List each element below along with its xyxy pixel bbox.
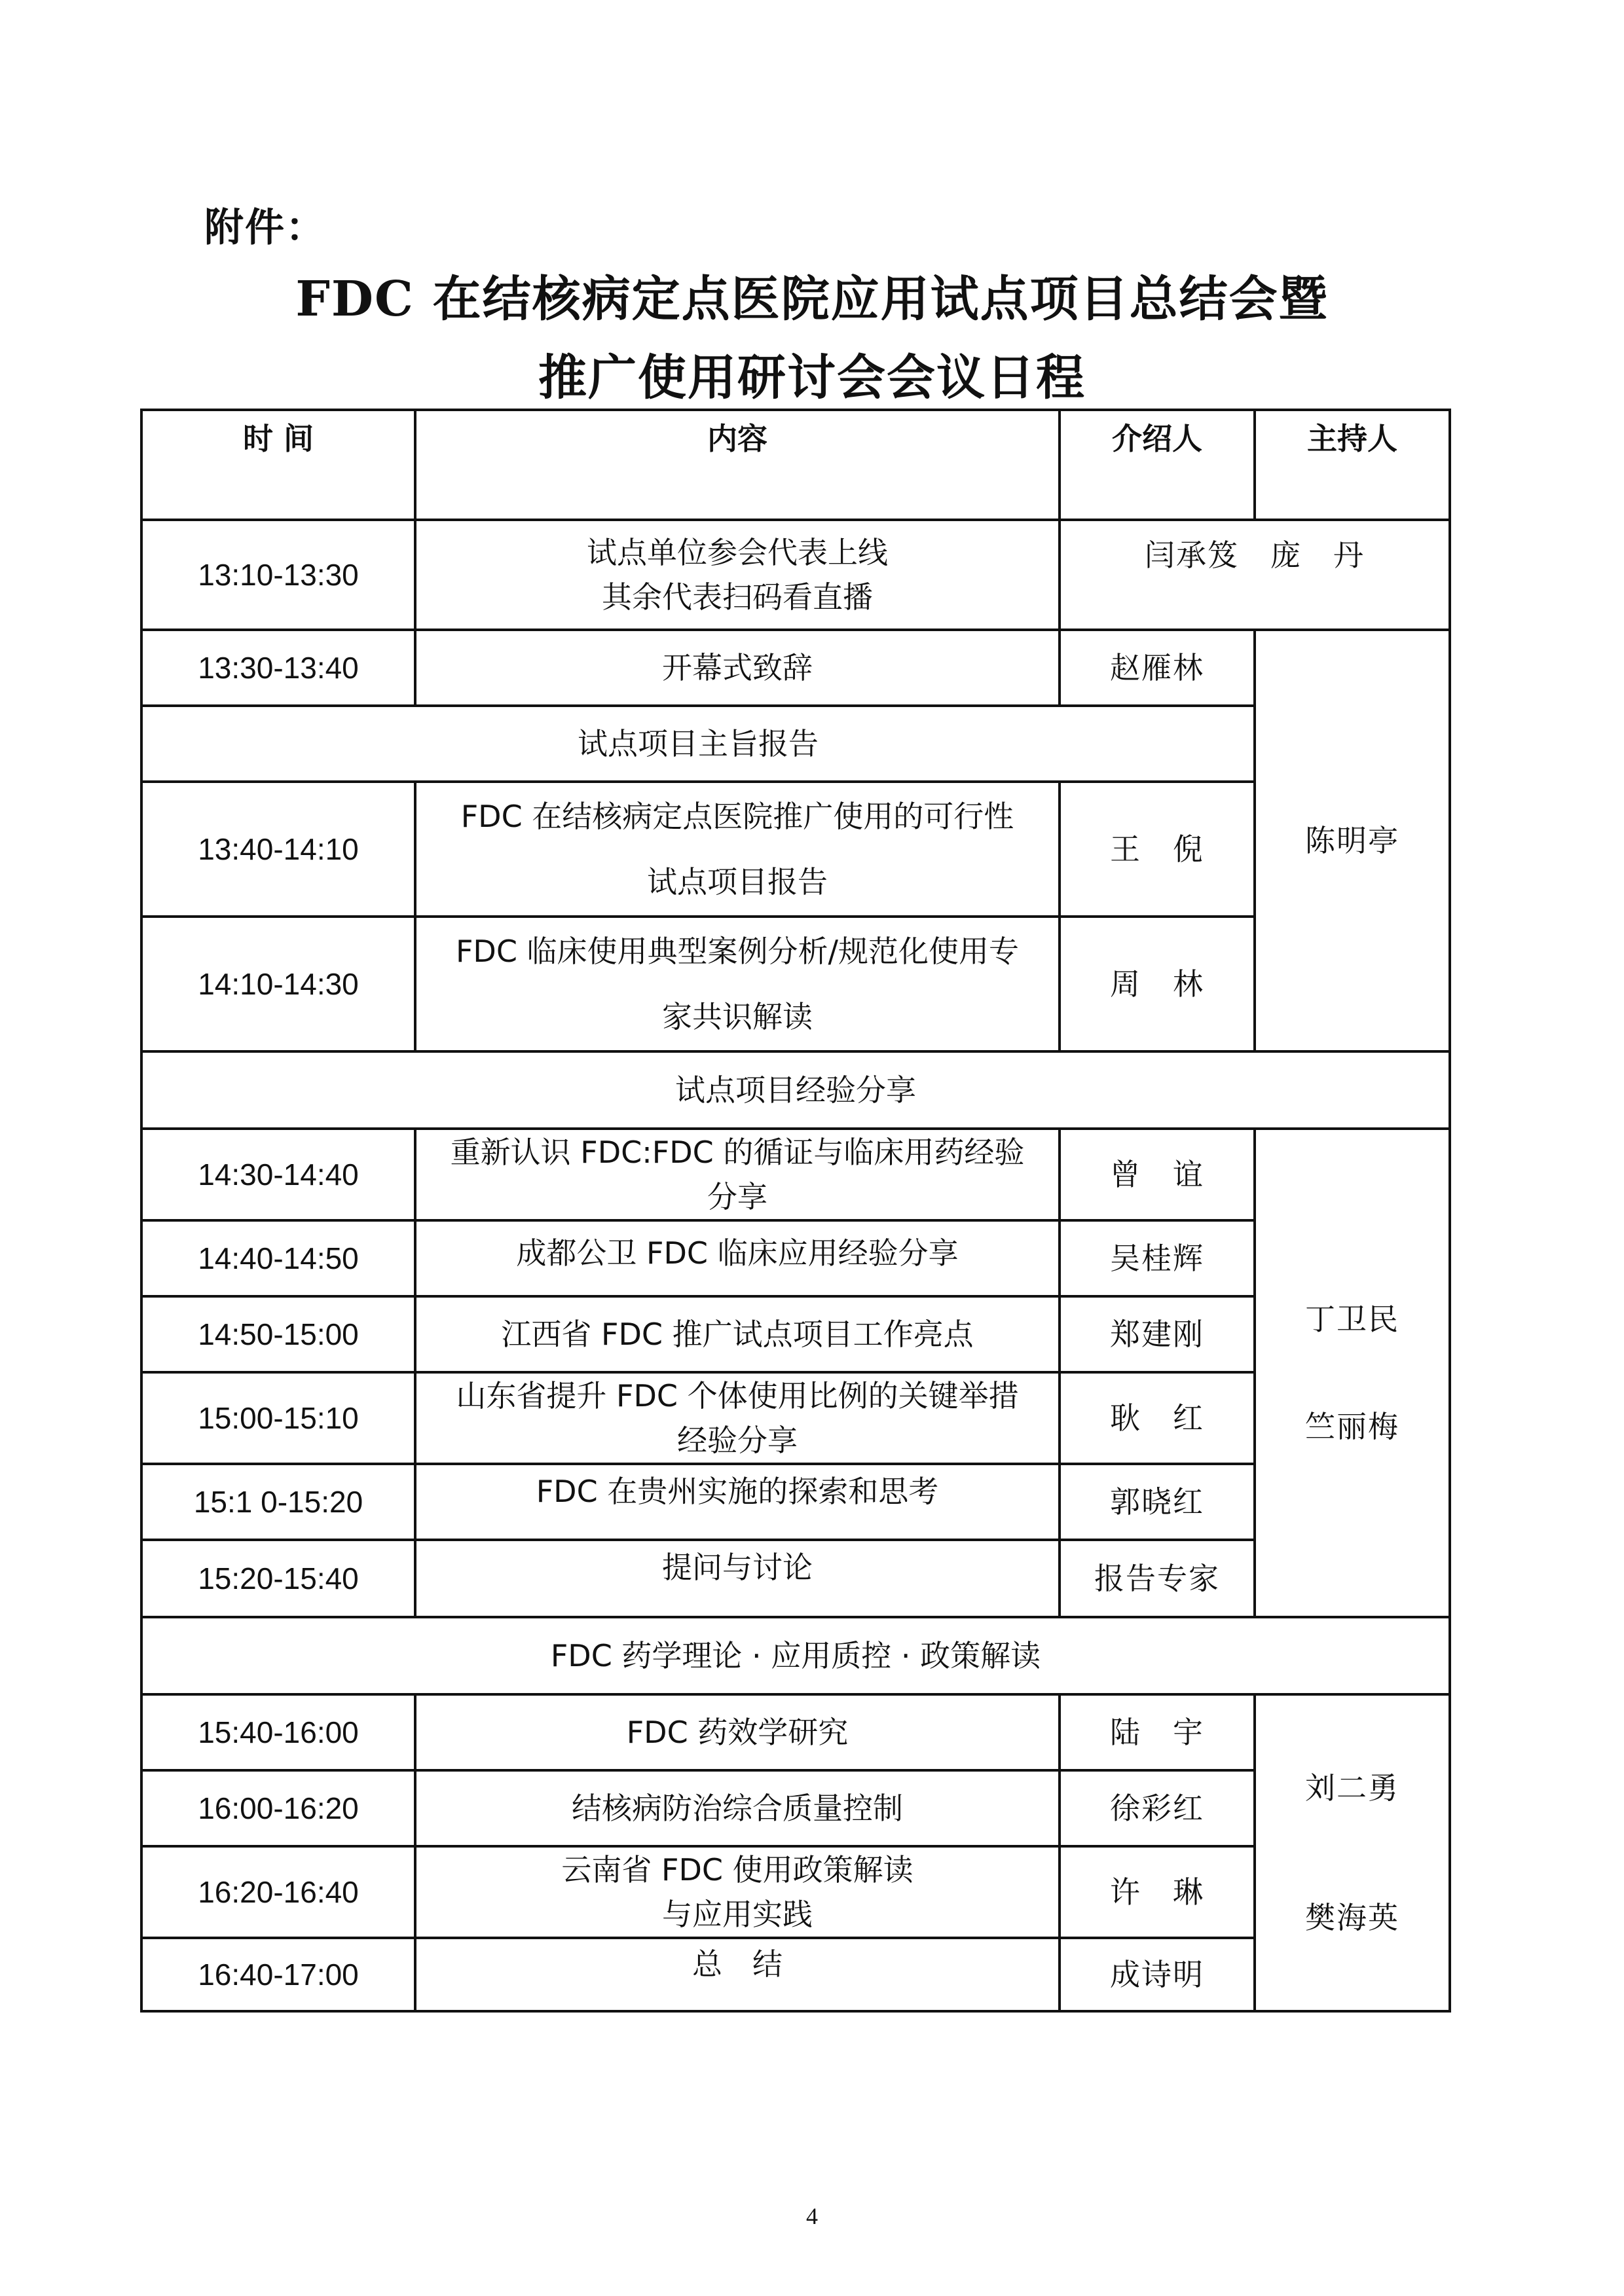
presenter-cell: 报告专家 [1060, 1540, 1255, 1617]
table-row [141, 1540, 1450, 1617]
time-cell: 14:50-15:00 [141, 1296, 415, 1372]
content-line: 家共识解读 [662, 999, 813, 1034]
host-name: 丁卫民 [1305, 1302, 1399, 1337]
presenter-cell: 王 倪 [1060, 782, 1255, 917]
schedule-table [140, 409, 1451, 2013]
host-cell: 陈明亭 [1255, 630, 1450, 1051]
content-cell: 江西省 FDC 推广试点项目工作亮点 [415, 1296, 1060, 1372]
host-spacer [1265, 1341, 1439, 1404]
content-cell [415, 917, 1060, 1051]
host-name: 竺丽梅 [1305, 1409, 1399, 1444]
table-row [141, 1129, 1450, 1220]
content-line: 云南省 FDC 使用政策解读 [561, 1852, 913, 1887]
document-title-line-1: FDC 在结核病定点医院应用试点项目总结会暨 [295, 271, 1329, 327]
content-line: 试点单位参会代表上线 [587, 535, 888, 570]
time-cell: 16:00-16:20 [141, 1770, 415, 1846]
time-cell: 14:30-14:40 [141, 1129, 415, 1220]
section-row [141, 706, 1450, 782]
table-row [141, 1938, 1450, 2011]
time-cell: 15:40-16:00 [141, 1694, 415, 1770]
presenters-cell: 闫承笈 庞 丹 [1060, 520, 1450, 630]
content-cell: 成都公卫 FDC 临床应用经验分享 [415, 1220, 1060, 1296]
time-cell: 16:20-16:40 [141, 1846, 415, 1938]
time-cell: 13:10-13:30 [141, 520, 415, 630]
presenter-cell: 成诗明 [1060, 1938, 1255, 2011]
presenter-cell: 徐彩红 [1060, 1770, 1255, 1846]
time-cell: 16:40-17:00 [141, 1938, 415, 2011]
host-name: 樊海英 [1305, 1900, 1399, 1935]
content-cell: 总 结 [415, 1938, 1060, 2011]
content-cell [415, 520, 1060, 630]
table-row [141, 630, 1450, 706]
content-cell: FDC 在贵州实施的探索和思考 [415, 1464, 1060, 1540]
table-row [141, 1770, 1450, 1846]
header-content: 内容 [415, 410, 1060, 520]
table-row [141, 917, 1450, 1051]
content-cell [415, 1846, 1060, 1938]
table-row [141, 1846, 1450, 1938]
content-line: 试点项目报告 [647, 864, 828, 900]
content-cell [415, 1129, 1060, 1220]
content-line: 分享 [707, 1179, 767, 1214]
content-cell: 开幕式致辞 [415, 630, 1060, 706]
table-row [141, 520, 1450, 630]
content-cell [415, 782, 1060, 917]
content-line: 重新认识 FDC:FDC 的循证与临床用药经验 [450, 1135, 1025, 1170]
table-row [141, 1296, 1450, 1372]
header-host: 主持人 [1255, 410, 1450, 520]
table-row [141, 1694, 1450, 1770]
presenter-cell: 许 琳 [1060, 1846, 1255, 1938]
section-heading: 试点项目经验分享 [141, 1051, 1450, 1129]
presenter-cell: 耿 红 [1060, 1372, 1255, 1464]
content-line: 山东省提升 FDC 个体使用比例的关键举措 [456, 1378, 1019, 1413]
table-header-row [141, 410, 1450, 520]
host-spacer [1265, 1810, 1439, 1895]
time-cell: 14:10-14:30 [141, 917, 415, 1051]
section-row [141, 1051, 1450, 1129]
content-cell: 提问与讨论 [415, 1540, 1060, 1617]
page-number: 4 [806, 2203, 818, 2229]
presenter-cell: 吴桂辉 [1060, 1220, 1255, 1296]
host-cell [1255, 1129, 1450, 1617]
header-time: 时 间 [141, 410, 415, 520]
content-line: FDC 临床使用典型案例分析/规范化使用专 [455, 934, 1020, 969]
presenter-cell: 周 林 [1060, 917, 1255, 1051]
presenter-cell: 赵雁林 [1060, 630, 1255, 706]
header-presenter: 介绍人 [1060, 410, 1255, 520]
section-row [141, 1617, 1450, 1694]
content-line: 其余代表扫码看直播 [602, 579, 873, 615]
document-title-line-2: 推广使用研讨会会议日程 [538, 350, 1086, 406]
content-cell: FDC 药效学研究 [415, 1694, 1060, 1770]
presenter-cell: 曾 谊 [1060, 1129, 1255, 1220]
table-row [141, 782, 1450, 917]
content-cell: 结核病防治综合质量控制 [415, 1770, 1060, 1846]
time-cell: 15:1 0-15:20 [141, 1464, 415, 1540]
host-cell [1255, 1694, 1450, 2011]
section-heading: FDC 药学理论 · 应用质控 · 政策解读 [141, 1617, 1450, 1694]
content-cell [415, 1372, 1060, 1464]
content-line: 经验分享 [677, 1423, 798, 1458]
host-name: 刘二勇 [1305, 1770, 1399, 1806]
attachment-label: 附件： [204, 205, 326, 251]
time-cell: 13:40-14:10 [141, 782, 415, 917]
time-cell: 15:00-15:10 [141, 1372, 415, 1464]
table-row [141, 1372, 1450, 1464]
time-cell: 13:30-13:40 [141, 630, 415, 706]
table-row [141, 1464, 1450, 1540]
content-line: FDC 在结核病定点医院推广使用的可行性 [460, 799, 1014, 834]
time-cell: 14:40-14:50 [141, 1220, 415, 1296]
presenter-cell: 陆 宇 [1060, 1694, 1255, 1770]
table-row [141, 1220, 1450, 1296]
content-line: 与应用实践 [662, 1897, 813, 1932]
presenter-cell: 郑建刚 [1060, 1296, 1255, 1372]
presenter-cell: 郭晓红 [1060, 1464, 1255, 1540]
section-heading: 试点项目主旨报告 [141, 706, 1255, 782]
time-cell: 15:20-15:40 [141, 1540, 415, 1617]
